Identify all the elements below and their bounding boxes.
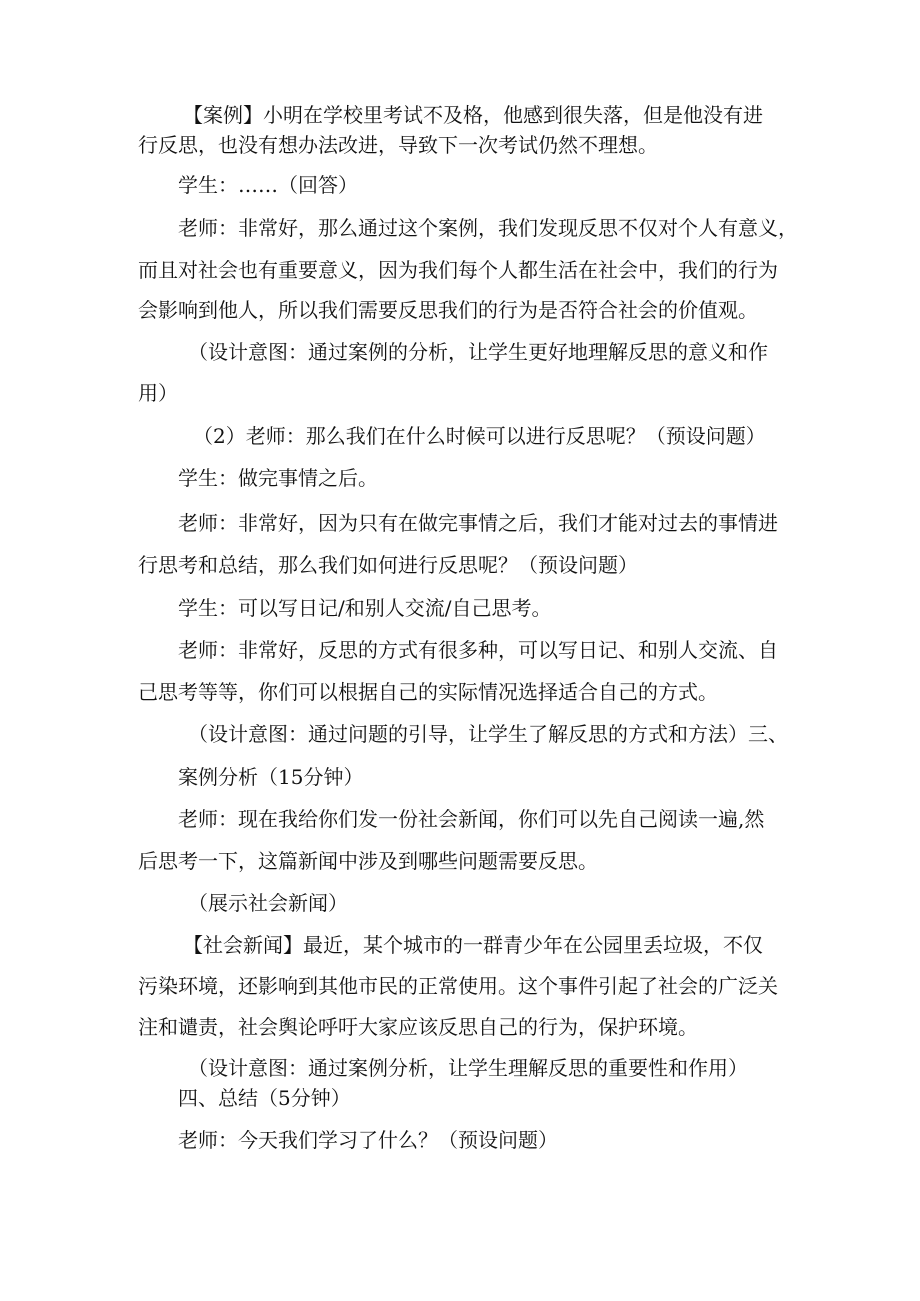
- design-intent-2: （设计意图：通过问题的引导，让学生了解反思的方式和方法）三、: [188, 722, 788, 746]
- design-intent-1-line-1: （设计意图：通过案例的分析，让学生更好地理解反思的意义和作: [188, 340, 768, 364]
- show-news-note: （展示社会新闻）: [188, 891, 348, 915]
- question-2: （2）老师：那么我们在什么时候可以进行反思呢？（预设问题）: [193, 424, 766, 448]
- teacher-remark-3-line-1: 老师：非常好，反思的方式有很多种，可以写日记、和别人交流、自: [178, 638, 778, 662]
- student-answer-2: 学生：做完事情之后。: [178, 466, 378, 490]
- design-intent-3: （设计意图：通过案例分析，让学生理解反思的重要性和作用）: [188, 1056, 748, 1080]
- student-answer-3: 学生：可以写日记/和别人交流/自己思考。: [178, 596, 552, 620]
- social-news-line-1: 【社会新闻】最近，某个城市的一群青少年在公园里丢垃圾，不仅: [183, 933, 763, 957]
- teacher-remark-4-line-2: 后思考一下，这篇新闻中涉及到哪些问题需要反思。: [138, 849, 598, 873]
- teacher-remark-2-line-2: 行思考和总结，那么我们如何进行反思呢？（预设问题）: [138, 553, 638, 577]
- teacher-question-final: 老师：今天我们学习了什么？（预设问题）: [178, 1128, 558, 1152]
- design-intent-1-line-2: 用）: [138, 381, 178, 405]
- teacher-remark-1-line-1: 老师：非常好，那么通过这个案例，我们发现反思不仅对个人有意义，: [178, 216, 798, 240]
- teacher-remark-4-line-1: 老师：现在我给你们发一份社会新闻，你们可以先自己阅读一遍,然: [178, 807, 765, 831]
- teacher-remark-3-line-2: 己思考等等，你们可以根据自己的实际情况选择适合自己的方式。: [138, 680, 718, 704]
- social-news-line-3: 注和谴责，社会舆论呼吁大家应该反思自己的行为，保护环境。: [138, 1015, 698, 1039]
- section-heading-case-analysis: 案例分析（15分钟）: [178, 765, 364, 789]
- case-paragraph-line-2: 行反思，也没有想办法改进，导致下一次考试仍然不理想。: [138, 133, 658, 157]
- social-news-line-2: 污染环境，还影响到其他市民的正常使用。这个事件引起了社会的广泛关: [138, 974, 778, 998]
- student-answer-1: 学生：……（回答）: [178, 173, 358, 197]
- case-paragraph-line-1: 【案例】小明在学校里考试不及格，他感到很失落，但是他没有进: [183, 103, 763, 127]
- teacher-remark-1-line-3: 会影响到他人，所以我们需要反思我们的行为是否符合社会的价值观。: [138, 298, 758, 322]
- teacher-remark-1-line-2: 而且对社会也有重要意义，因为我们每个人都生活在社会中，我们的行为: [138, 258, 778, 282]
- section-heading-summary: 四、总结（5分钟）: [178, 1086, 351, 1110]
- teacher-remark-2-line-1: 老师：非常好，因为只有在做完事情之后，我们才能对过去的事情进: [178, 511, 778, 535]
